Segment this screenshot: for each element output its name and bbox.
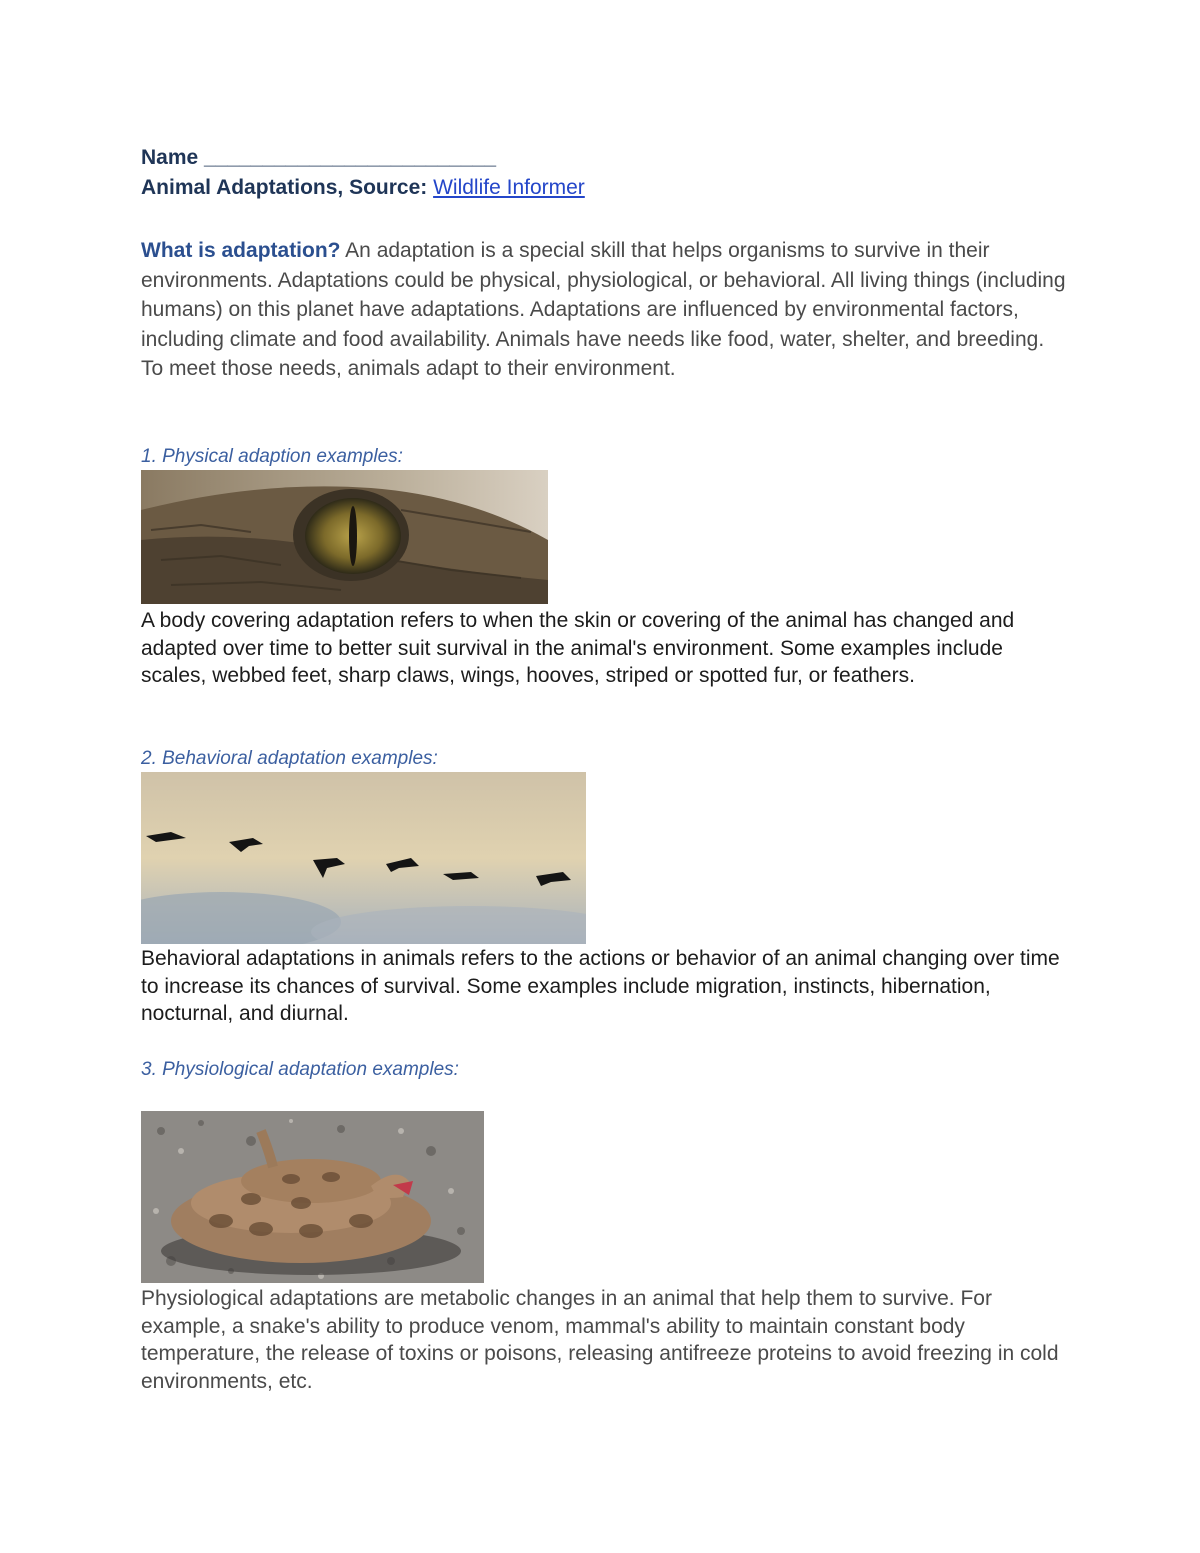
rattlesnake-photo: [141, 1111, 484, 1283]
name-field-label: Name _________________________: [141, 146, 497, 169]
section-text-behavioral: Behavioral adaptations in animals refers to the actions or behavior of an animal changing over time to increase its chances of survival. Some examples include migration, instincts, hibernation, nocturnal, and diurnal.: [141, 947, 1060, 1025]
intro-text: An adaptation is a special skill that helps organisms to survive in their environments. Adaptations could be physical, physiological, or behavioral. All living things (including humans) on this planet have adaptations. Adaptations are influenced by environmental factors, including climate and food availability. Animals have needs like food, water, shelter, and breeding. To meet those needs, animals adapt to their environment.: [141, 239, 1066, 380]
section-heading-physiological: 3. Physiological adaptation examples:: [141, 1059, 459, 1080]
crocodile-eye-photo: [141, 470, 548, 604]
intro-lead: What is adaptation?: [141, 239, 341, 262]
section-text-physiological: Physiological adaptations are metabolic changes in an animal that help them to survive. For example, a snake's ability to produce venom, mammal's ability to maintain constant body temperature, the release of toxins or poisons, releasing antifreeze proteins to avoid freezing in cold environments, etc.: [141, 1287, 1059, 1393]
migrating-geese-photo: [141, 772, 586, 944]
section-heading-behavioral: 2. Behavioral adaptation examples:: [141, 748, 438, 769]
worksheet-title: [141, 176, 585, 200]
section-text-physical: A body covering adaptation refers to when the skin or covering of the animal has changed and adapted over time to better suit survival in the animal's environment. Some examples include scales, webbed feet, sharp claws, wings, hooves, striped or spotted fur, or feathers.: [141, 609, 1015, 687]
title-prefix: Animal Adaptations, Source:: [141, 176, 434, 199]
intro-paragraph: [141, 236, 1071, 384]
source-link[interactable]: Wildlife Informer: [433, 176, 585, 199]
section-heading-physical: 1. Physical adaption examples:: [141, 446, 403, 467]
